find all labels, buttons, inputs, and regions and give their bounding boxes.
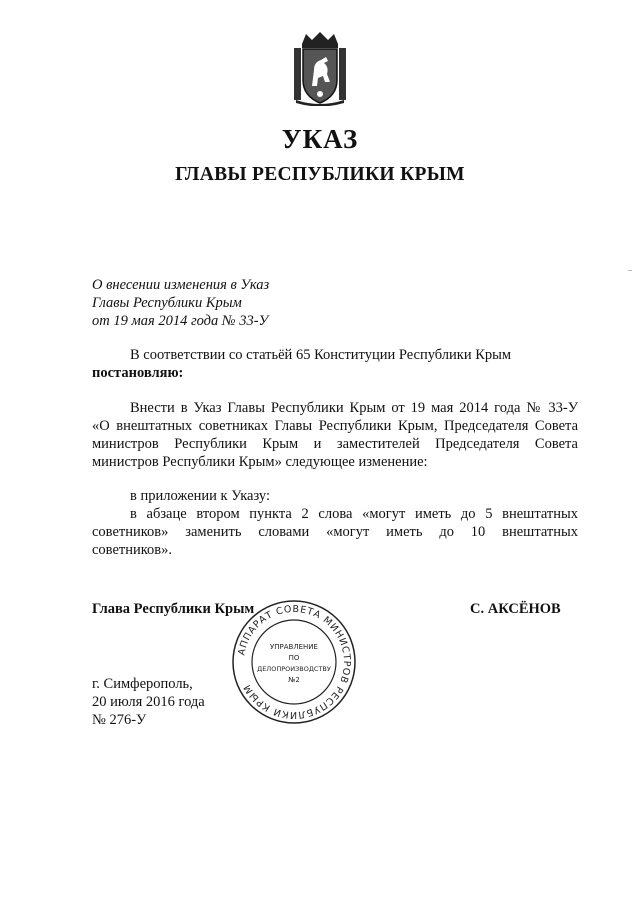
crimea-coat-of-arms-icon	[292, 30, 348, 106]
stamp-center-line: ДЕЛОПРОИЗВОДСТВУ	[257, 665, 331, 673]
paragraph-line: Внести в Указ Главы Республики Крым от 19 мая 2014 года № 33-У	[130, 400, 578, 416]
preamble-paragraph	[92, 346, 578, 382]
subject-line: Главы Республики Крым	[92, 295, 242, 311]
resolution-word: постановляю:	[92, 365, 184, 381]
paragraph-line: министров Республики Крым» следующее изменение:	[92, 454, 428, 470]
paragraph-line: советников» заменить словами «могут иметь до 10 внештатных	[92, 524, 578, 540]
decree-subject	[92, 276, 269, 330]
subject-line: от 19 мая 2014 года № 33-У	[92, 313, 269, 329]
decree-number: № 276-У	[92, 712, 147, 728]
subject-line: О внесении изменения в Указ	[92, 277, 270, 293]
paragraph-line: «О внештатных советниках Главы Республики Крым, Председателя Совета	[92, 418, 578, 434]
paragraph-line: в абзаце втором пункта 2 слова «могут иметь до 5 внештатных	[130, 506, 578, 522]
city: г. Симферополь,	[92, 676, 193, 692]
stamp-center-line: №2	[288, 676, 300, 684]
document-subtitle: ГЛАВЫ РЕСПУБЛИКИ КРЫМ	[175, 164, 465, 185]
decree-date: 20 июля 2016 года	[92, 694, 205, 710]
signatory-position: Глава Республики Крым	[92, 601, 255, 617]
place-and-date	[92, 675, 205, 729]
paragraph-line: В соответствии со статьёй 65 Конституции Республики Крым	[130, 347, 512, 363]
change-paragraph	[92, 487, 578, 559]
paragraph-line: в приложении к Указу:	[130, 488, 270, 504]
stamp-ring-text: АППАРАТ СОВЕТА МИНИСТРОВ РЕСПУБЛИКИ КРЫМ	[236, 603, 353, 721]
paragraph-line: советников».	[92, 542, 173, 558]
stamp-center-line: УПРАВЛЕНИЕ	[270, 643, 318, 651]
amendment-paragraph	[92, 399, 578, 471]
official-stamp	[230, 598, 358, 726]
signatory-name: С. АКСЁНОВ	[470, 601, 561, 617]
scan-edge-mark	[628, 270, 632, 271]
paragraph-line: министров Республики Крым и заместителей Председателя Совета	[92, 436, 578, 452]
document-title: УКАЗ	[281, 124, 359, 154]
stamp-center-line: ПО	[288, 654, 300, 662]
